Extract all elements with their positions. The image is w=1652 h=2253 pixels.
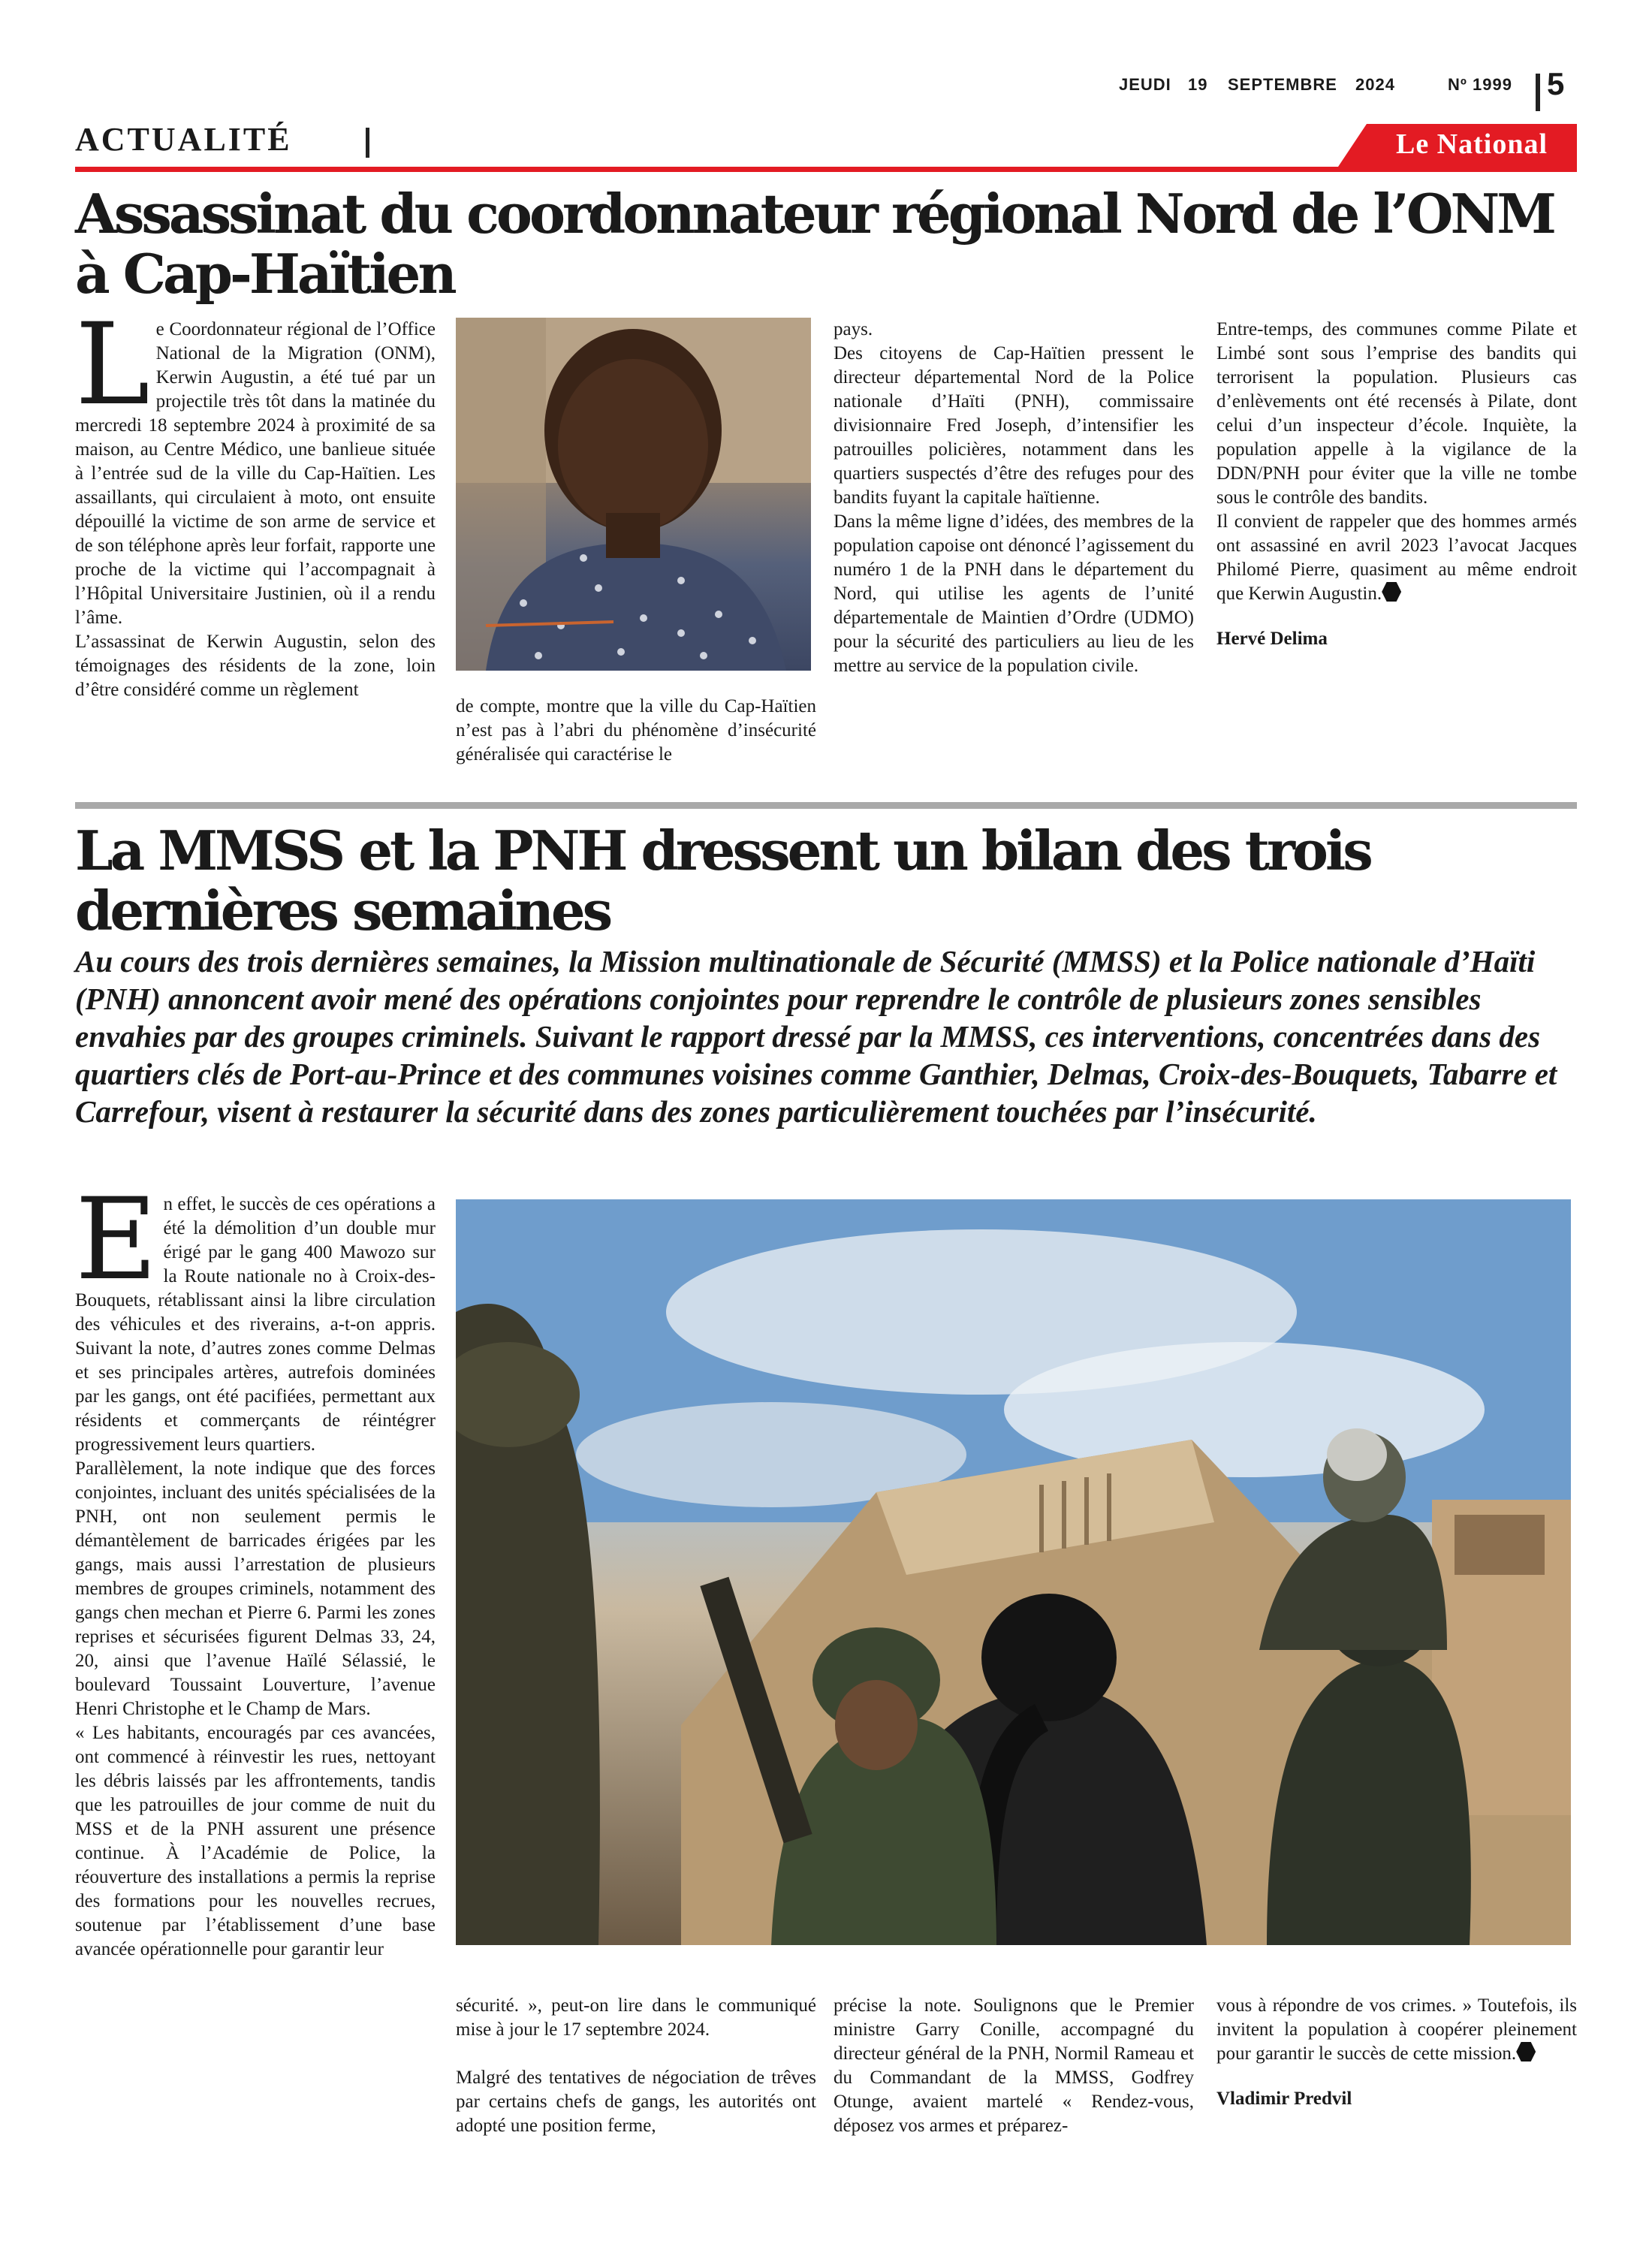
- brand-name: Le National: [1395, 128, 1548, 160]
- issue-year: 2024: [1355, 75, 1395, 94]
- issue-number: Nº 1999: [1448, 75, 1512, 94]
- article1-column-4: [1216, 318, 1577, 651]
- article2-column-4: [1216, 1994, 1577, 2111]
- article1-paragraph: de compte, montre que la ville du Cap-Haïtien n’est pas à l’abri du phénomène d’insécurité généralisée qui caractérise le: [456, 696, 816, 765]
- article1-paragraph: [1216, 510, 1577, 606]
- article1-paragraph: pays.: [834, 319, 873, 339]
- section-divider: [366, 128, 369, 158]
- article2-paragraph-text: vous à répondre de vos crimes. » Toutefois, ils invitent la population à coopérer pleinement pour garantir le succès de cette mission.: [1216, 1995, 1577, 2064]
- end-of-article-icon: [1382, 582, 1401, 602]
- page-number: 5: [1547, 66, 1565, 101]
- issue-month: SEPTEMBRE: [1228, 75, 1337, 94]
- article1-headline: Assassinat du coordonnateur régional Nord de l’ONM à Cap-Haïtien: [75, 182, 1554, 306]
- end-of-article-icon: [1516, 2042, 1536, 2061]
- article2-headline: La MMSS et la PNH dressent un bilan des trois dernières semaines: [75, 819, 1370, 943]
- article1-paragraph: e Coordonnateur régional de l’Office National de la Migration (ONM), Kerwin Augustin, a été tué par un projectile très tôt dans la matinée du mercredi 18 septembre 2024 à proximité de sa maison, au Centre Médico, une banlieue située à l’entrée sud de la ville du Cap-Haïtien. Les assaillants, qui circulaient à moto, ont ensuite dépouillé la victime de son arme de service et de son téléphone après leur forfait, rapporte une proche de la victime qui l’accompagnait à l’Hôpital Universitaire Justinien, où il a rendu l’âme.: [75, 319, 436, 628]
- portrait-illustration: [456, 318, 811, 671]
- article1-dropcap: L: [75, 300, 150, 430]
- article2-author: Vladimir Predvil: [1216, 2089, 1352, 2109]
- article2-soldiers-photo: [456, 1199, 1571, 1945]
- article2-paragraph: [1216, 1994, 1577, 2066]
- header-rule: [75, 167, 1577, 172]
- article2-paragraph: précise la note. Soulignons que le Premier ministre Garry Conille, accompagné du directeur général de la PNH, Normil Rameau et du Commandant de la MMSS, Godfrey Otunge, avaient martelé « Rendez-vous, déposez vos armes et préparez-: [834, 1995, 1194, 2136]
- article2-paragraph: Parallèlement, la note indique que des forces conjointes, incluant des unités spécialisées de la PNH, ont non seulement permis le démantèlement de barricades érigées par les gangs, mais aussi l’arrestation de plusieurs membres de groupes criminels, notamment des gangs chen mechan et Pierre 6. Parmi les zones reprises et sécurisées figurent Delmas 33, 24, 20, ainsi que l’avenue Haïlé Sélassié, le boulevard Toussaint Louverture, l’avenue Henri Christophe et le Champ de Mars.: [75, 1458, 436, 1719]
- article1-column-1: [75, 300, 436, 702]
- article2-paragraph: Malgré des tentatives de négociation de trêves par certains chefs de gangs, les autorités ont adopté une position ferme,: [456, 2068, 816, 2136]
- article1-column-2: [456, 695, 816, 767]
- article2-column-1: [75, 1175, 436, 1962]
- article2-dropcap: E: [75, 1175, 158, 1305]
- article1-portrait-photo: [456, 318, 811, 671]
- issue-day: JEUDI: [1119, 75, 1171, 94]
- article2-column-3: [834, 1994, 1194, 2138]
- section-label: ACTUALITÉ: [75, 121, 292, 158]
- article1-paragraph: Dans la même ligne d’idées, des membres de la population capoise ont dénoncé l’agissement du numéro 1 de la PNH dans le département du Nord, qui utilise les agents de l’unité départementale de Maintien d’Ordre (UDMO) pour la sécurité des particuliers au lieu de les mettre au service de la population civile.: [834, 511, 1194, 676]
- article1-paragraph: Des citoyens de Cap-Haïtien pressent le directeur départemental Nord de la Police nationale d’Haïti (PNH), commissaire divisionnaire Fred Joseph, d’intensifier les patrouilles policières, notamment dans les quartiers suspectés d’être des refuges pour des bandits fuyant la capitale haïtienne.: [834, 343, 1194, 508]
- soldiers-illustration: [456, 1199, 1571, 1945]
- article2-paragraph: « Les habitants, encouragés par ces avancées, ont commencé à réinvestir les rues, nettoyant les débris laissés par les affrontements, tandis que les patrouilles de jour comme de nuit du MSS et de la PNH assurent une présence continue. À l’Académie de Police, la réouverture des installations a permis la reprise des formations pour les nouvelles recrues, soutenue par l’établissement d’une base avancée opérationnelle pour garantir leur: [75, 1723, 436, 1959]
- article2-column-2: [456, 1994, 816, 2138]
- article-separator: [75, 802, 1577, 809]
- article2-lede: Au cours des trois dernières semaines, la Mission multinationale de Sécurité (MMSS) et la Police nationale d’Haïti (PNH) annoncent avoir mené des opérations conjointes pour reprendre le contrôle de plusieurs zones sensibles envahies par des groupes criminels. Suivant le rapport dressé par la MMSS, ces interventions, concentrées dans des quartiers clés de Port-au-Prince et des communes voisines comme Ganthier, Delmas, Croix-des-Bouquets, Tabarre et Carrefour, visent à restaurer la sécurité dans des zones particulièrement touchées par l’insécurité.: [75, 944, 1557, 1129]
- article2-paragraph: sécurité. », peut-on lire dans le communiqué mise à jour le 17 septembre 2024.: [456, 1995, 816, 2040]
- issue-date-number: 19: [1188, 75, 1208, 94]
- article1-paragraph: Entre-temps, des communes comme Pilate et Limbé sont sous l’emprise des bandits qui terrorisent la population. Plusieurs cas d’enlèvements ont été recensés à Pilate, dont celui d’un inspecteur d’école. Inquiète, la population appelle à la vigilance de la DDN/PNH pour éviter que la ville ne tombe sous le contrôle des bandits.: [1216, 319, 1577, 508]
- article1-paragraph: L’assassinat de Kerwin Augustin, selon des témoignages des résidents de la zone, loin d’être considéré comme un règlement: [75, 632, 436, 700]
- article1-column-3: [834, 318, 1194, 678]
- article1-paragraph-text: Il convient de rappeler que des hommes armés ont assassiné en avril 2023 l’avocat Jacques Philomé Pierre, quasiment au même endroit que Kerwin Augustin.: [1216, 511, 1577, 604]
- page-number-divider: [1536, 74, 1540, 111]
- article1-author: Hervé Delima: [1216, 629, 1328, 649]
- article2-paragraph: n effet, le succès de ces opérations a été la démolition d’un double mur érigé par le gang 400 Mawozo sur la Route nationale no à Croix-des-Bouquets, rétablissant ainsi la libre circulation des véhicules et des riverains, a-t-on appris. Suivant la note, d’autres zones comme Delmas et ses principales artères, autrefois dominées par les gangs, ont été pacifiées, permettant aux résidents et commerçants de réintégrer progressivement leurs quartiers.: [75, 1194, 436, 1455]
